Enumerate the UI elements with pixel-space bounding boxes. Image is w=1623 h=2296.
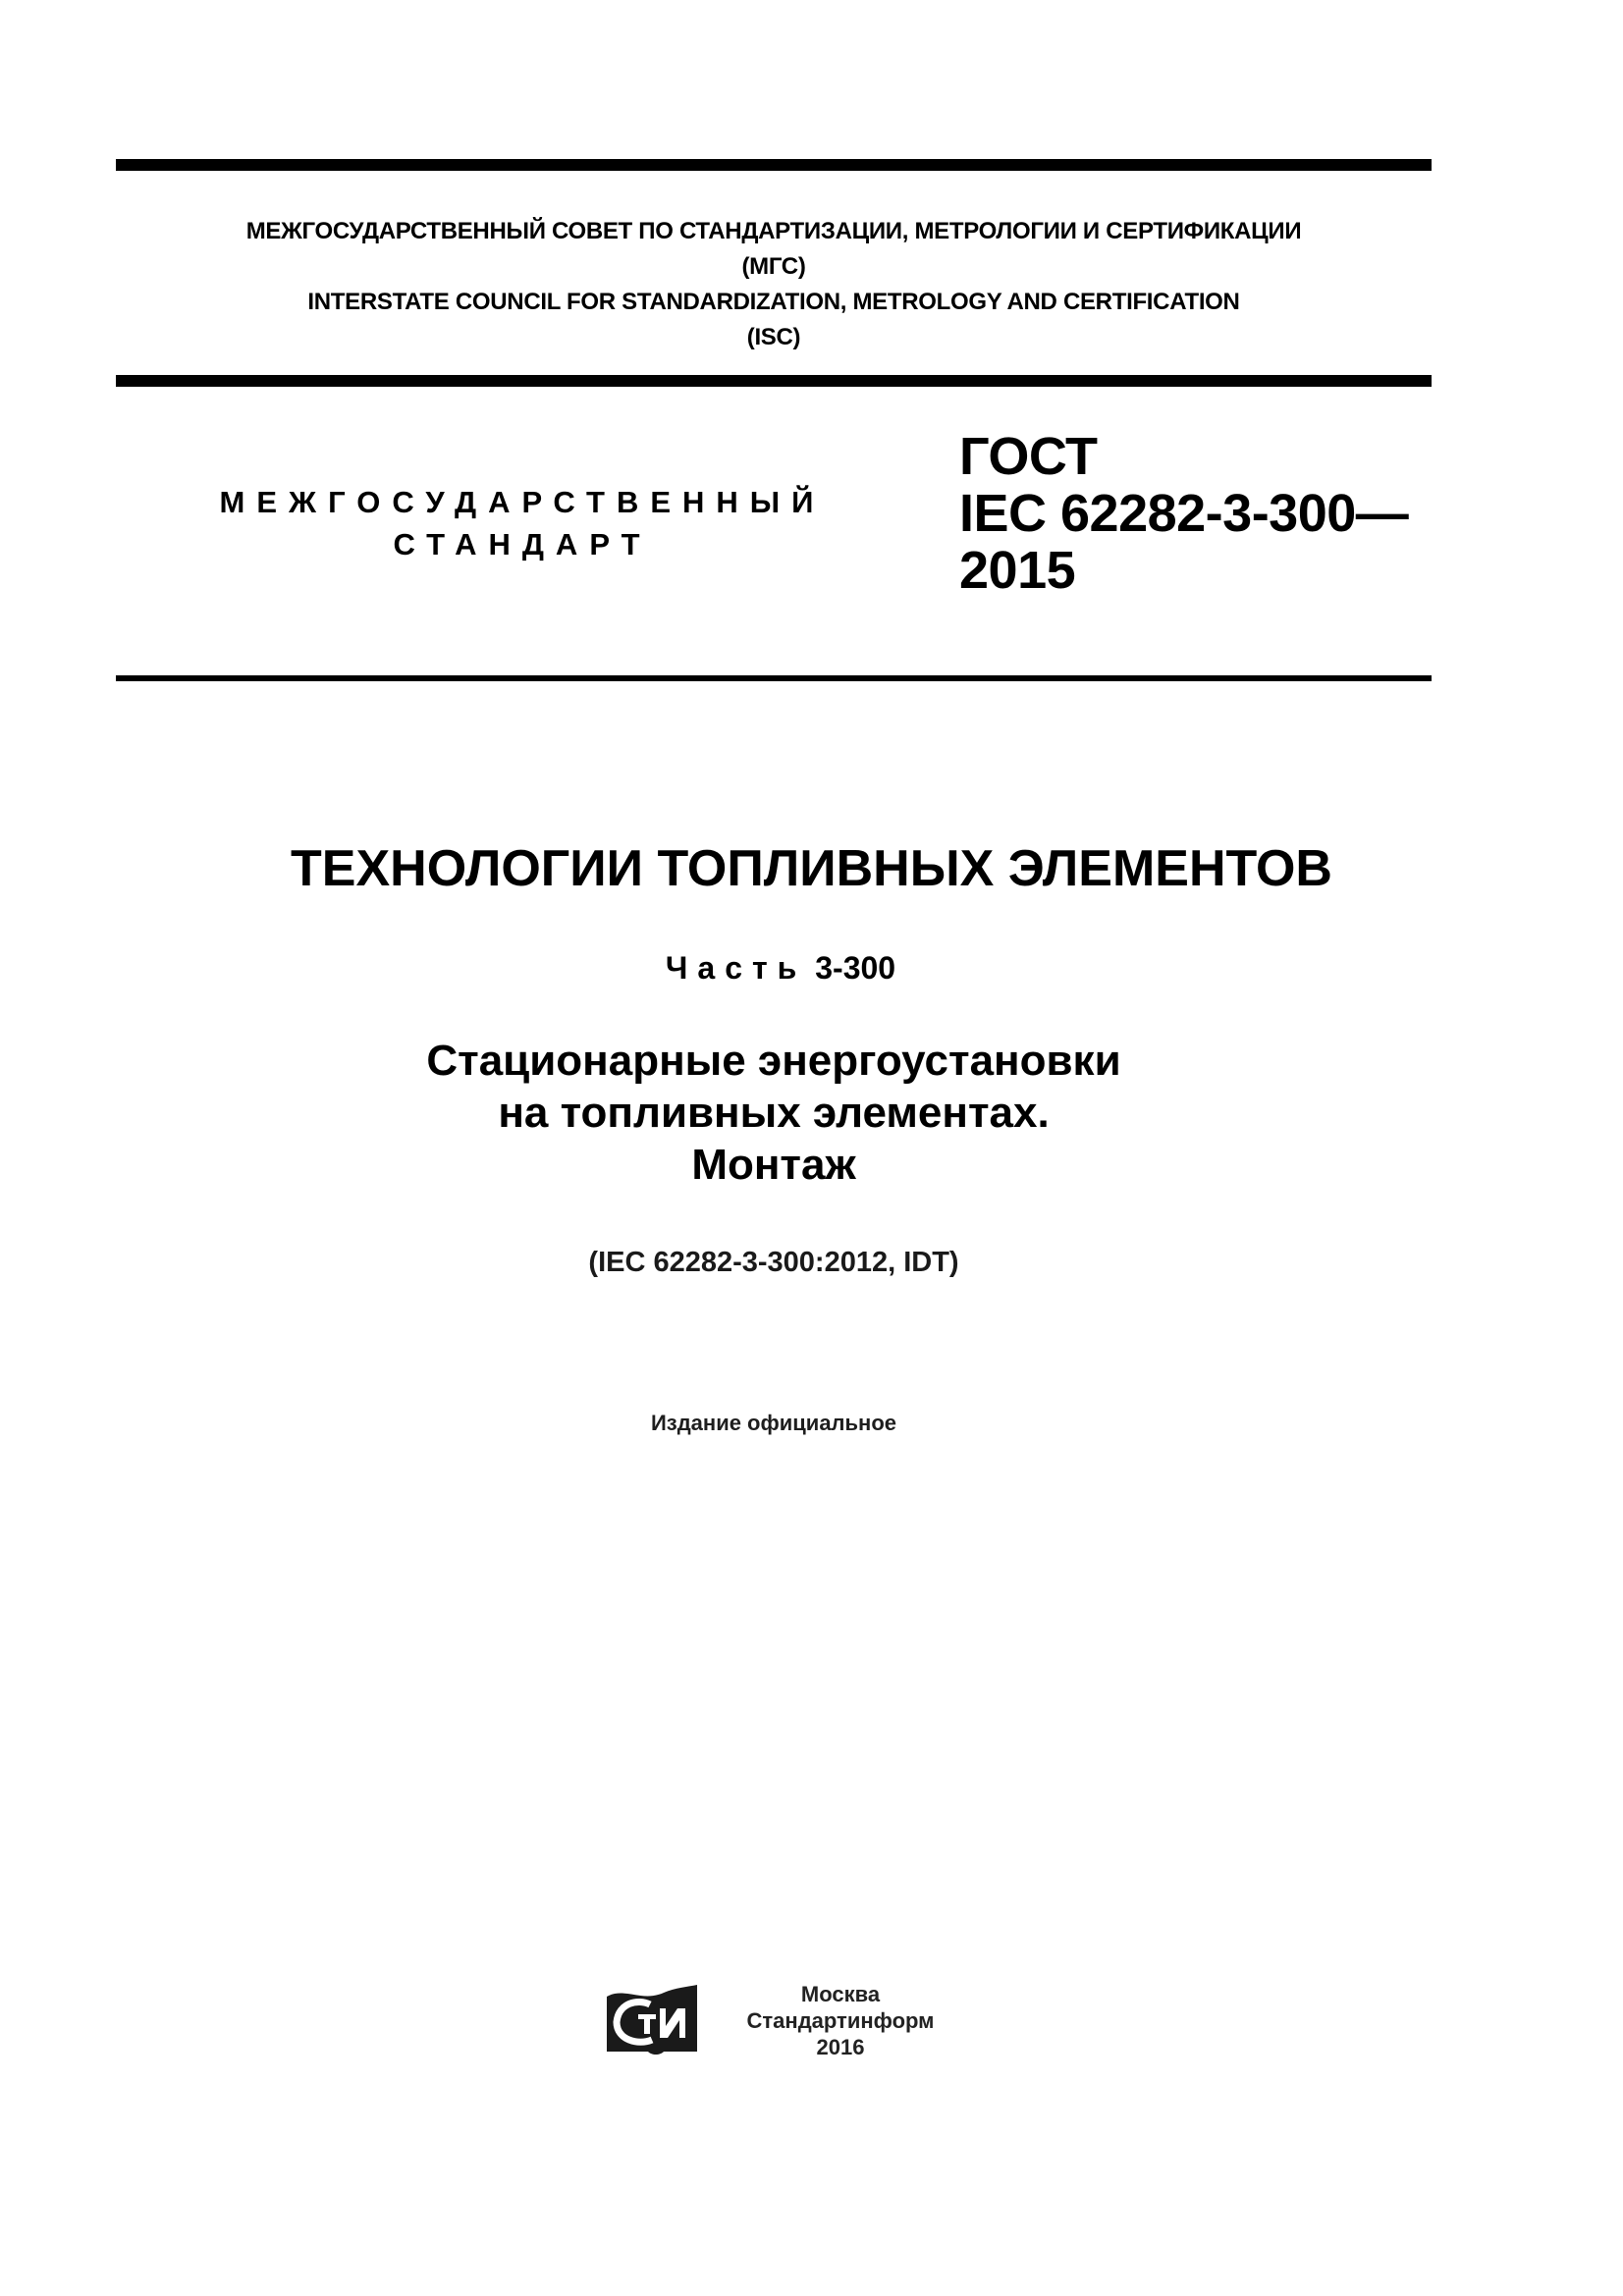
designation-rule — [116, 675, 1432, 681]
header-rule — [116, 375, 1432, 387]
gost-number: IEC 62282-3-300— — [959, 484, 1409, 543]
subtitle-line1: Стационарные энергоустановки — [426, 1037, 1121, 1085]
document-title: ТЕХНОЛОГИИ ТОПЛИВНЫХ ЭЛЕМЕНТОВ — [291, 840, 1332, 897]
edition-note: Издание официальное — [650, 1411, 897, 1435]
top-rule — [116, 159, 1432, 171]
standard-kind-line1: МЕЖГОСУДАРСТВЕННЫЙ — [219, 485, 826, 519]
gost-year: 2015 — [959, 541, 1076, 600]
part-number: 3-300 — [815, 950, 896, 986]
document-subtitle — [0, 1035, 1547, 1191]
standard-designation — [959, 428, 1408, 599]
publisher-city: Москва — [800, 1982, 881, 2006]
standard-kind — [196, 481, 848, 565]
subtitle-line2: на топливных элементах. — [498, 1089, 1050, 1137]
publisher-year: 2016 — [816, 2035, 865, 2059]
publisher-name: Стандартинформ — [746, 2008, 935, 2033]
publisher-block — [727, 1981, 954, 2060]
part-heading — [0, 948, 1561, 988]
part-label: Часть — [665, 950, 807, 986]
council-name-en: INTERSTATE COUNCIL FOR STANDARDIZATION, METROLOGY AND CERTIFICATION — [307, 289, 1240, 315]
council-abbr-ru: (МГС) — [741, 253, 806, 280]
iec-reference: (IEC 62282-3-300:2012, IDT) — [588, 1247, 959, 1278]
gost-label: ГОСТ — [959, 427, 1098, 486]
standartinform-logo-icon — [603, 1983, 701, 2057]
subtitle-line3: Монтаж — [691, 1141, 856, 1189]
council-header — [116, 214, 1432, 355]
standard-kind-line2: СТАНДАРТ — [393, 527, 652, 561]
council-name-ru: МЕЖГОСУДАРСТВЕННЫЙ СОВЕТ ПО СТАНДАРТИЗАЦИИ, МЕТРОЛОГИИ И СЕРТИФИКАЦИИ — [245, 218, 1302, 244]
council-abbr-en: (ISC) — [746, 324, 801, 350]
